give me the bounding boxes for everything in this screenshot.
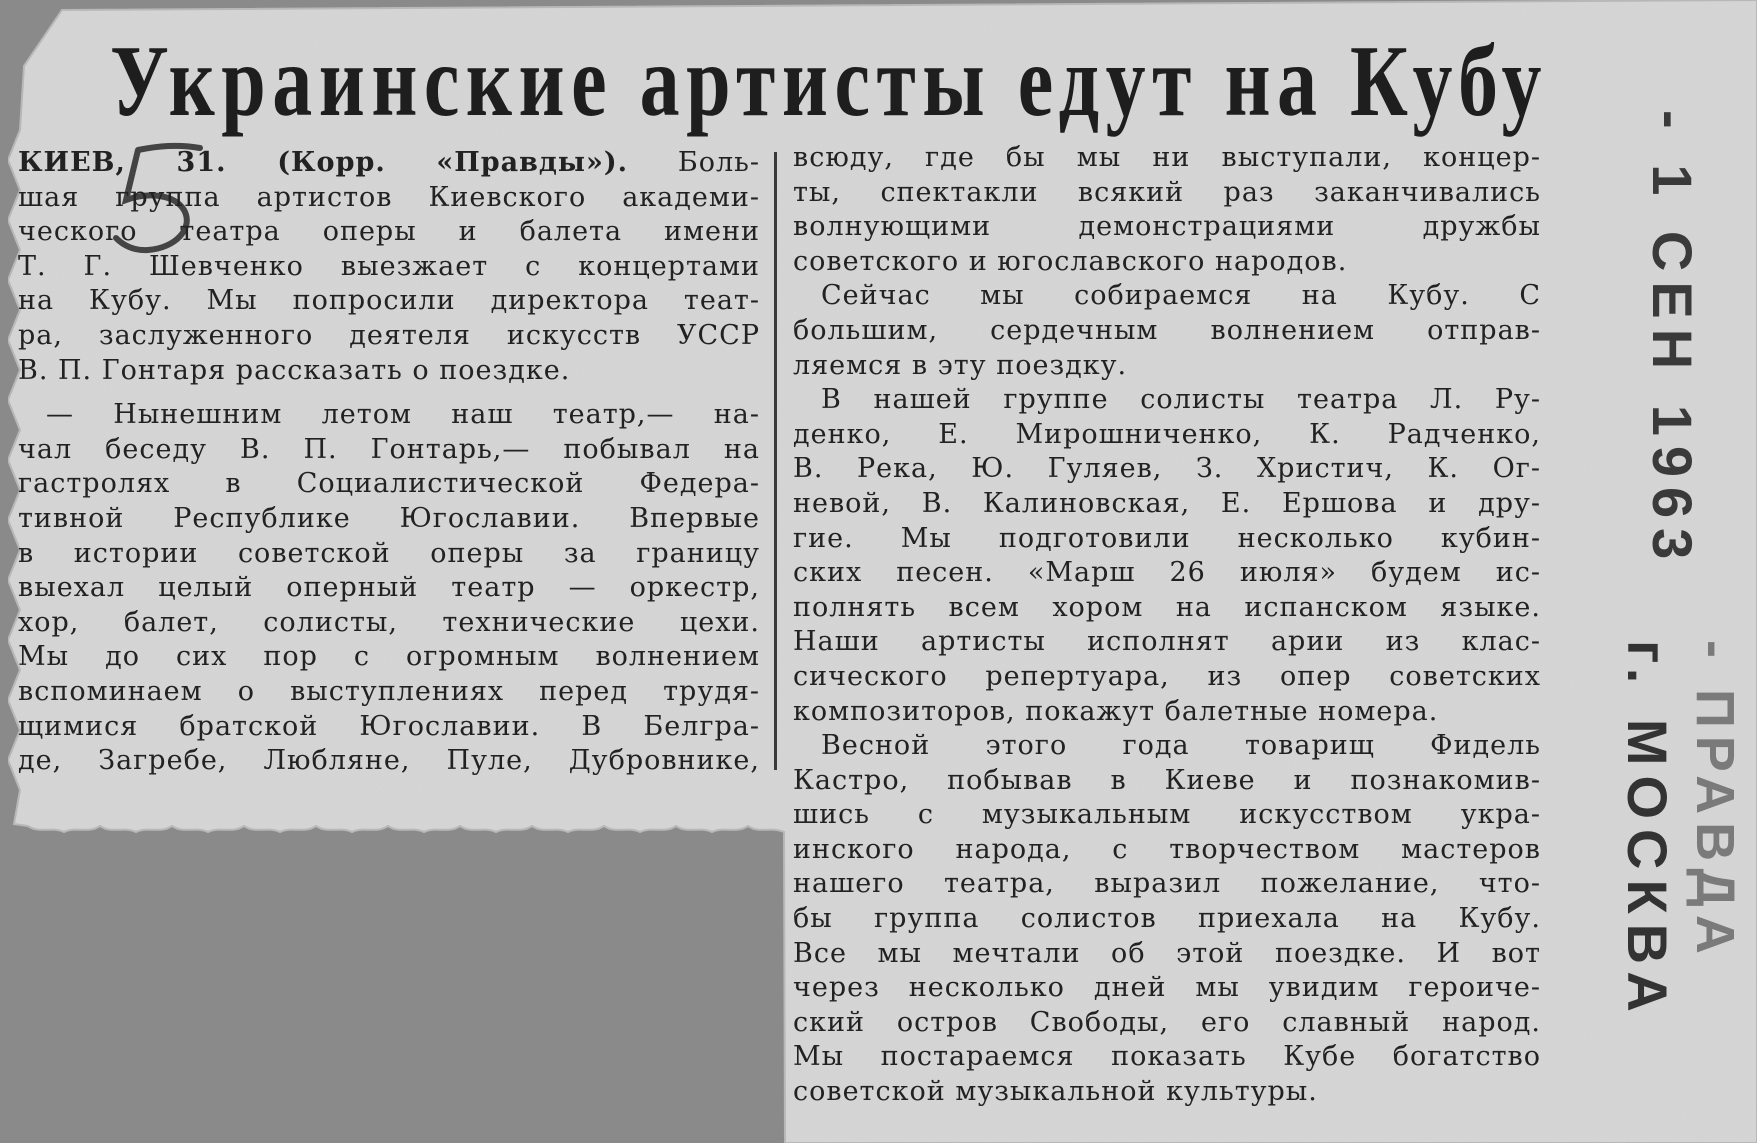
text-line: Весной этого года товарищ Фидель: [821, 730, 1541, 762]
text-line: шая группа артистов Киевского академи-: [18, 181, 760, 213]
text-line: Мы постараемся показать Кубе богатство: [793, 1041, 1541, 1073]
text-line: щимися братской Югославии. В Белгра-: [18, 710, 760, 742]
text-line: шись с музыкальным искусством укра-: [793, 799, 1541, 831]
article-column-left: [18, 146, 760, 779]
archive-stamp-city: г. МОСКВА: [1616, 640, 1679, 1022]
text-line: денко, Е. Мирошниченко, К. Радченко,: [793, 418, 1541, 450]
text-line: советского и югославского народов.: [793, 245, 1348, 277]
text-line: советской музыкальной культуры.: [793, 1076, 1318, 1108]
text-line: нашего театра, выразил пожелание, что-: [793, 868, 1541, 900]
text-line: вспоминаем о выступлениях перед трудя-: [18, 675, 760, 707]
text-line: чал беседу В. П. Гонтарь,— побывал на: [18, 433, 760, 465]
text-line: инского народа, с творчеством мастеров: [793, 833, 1541, 865]
text-line: ляемся в эту поездку.: [793, 349, 1128, 381]
text-line: Кастро, побывав в Киеве и познакомив-: [793, 764, 1541, 796]
archive-stamp-paper: - ПРАВДА: [1685, 640, 1745, 962]
text-line: ский остров Свободы, его славный народ.: [793, 1006, 1541, 1038]
text-line: Сейчас мы собираемся на Кубу. С: [821, 280, 1541, 312]
text-line: композиторов, покажут балетные номера.: [793, 695, 1439, 727]
text-line: Мы до сих пор с огромным волнением: [18, 641, 760, 673]
text-line: Т. Г. Шевченко выезжает с концертами: [18, 250, 760, 282]
text-line: полнять всем хором на испанском языке.: [793, 591, 1541, 623]
text-line: тивной Республике Югославии. Впервые: [18, 502, 760, 534]
article-dateline: КИЕВ, 31. (Корр. «Правды»).: [18, 147, 629, 178]
text-line: ских песен. «Марш 26 июля» будем ис-: [793, 557, 1541, 589]
archive-stamp-date: - 1 СЕН 1963: [1641, 110, 1704, 570]
text-line: бы группа солистов приехала на Кубу.: [793, 903, 1541, 935]
text-line: большим, сердечным волнением отправ-: [793, 314, 1541, 346]
text-line: хор, балет, солисты, технические цехи.: [18, 606, 760, 638]
text-line: — Нынешним летом наш театр,— на-: [46, 399, 760, 431]
text-line: Наши артисты исполнят арии из клас-: [793, 626, 1541, 658]
text-line: ра, заслуженного деятеля искусств УССР: [18, 319, 760, 351]
column-divider: [774, 152, 777, 770]
text-line: В. Река, Ю. Гуляев, З. Христич, К. Ог-: [793, 453, 1541, 485]
text-line: волнующими демонстрациями дружбы: [793, 211, 1541, 243]
text-line: сического репертуара, из опер советских: [793, 660, 1541, 692]
text-line: выехал целый оперный театр — оркестр,: [18, 572, 760, 604]
text-line: В нашей группе солисты театра Л. Ру-: [821, 384, 1541, 416]
text-line: ты, спектакли всякий раз заканчивались: [793, 176, 1541, 208]
text-line: всюду, где бы мы ни выступали, концер-: [793, 142, 1541, 173]
text-line: гие. Мы подготовили несколько кубин-: [793, 522, 1541, 554]
text-line: В. П. Гонтаря рассказать о поездке.: [18, 354, 571, 386]
text-line: де, Загребе, Любляне, Пуле, Дубровнике,: [18, 745, 760, 777]
text-line: на Кубу. Мы попросили директора теат-: [18, 285, 760, 317]
text-line: в истории советской оперы за границу: [18, 537, 760, 569]
text-line: ческого театра оперы и балета имени: [18, 216, 760, 248]
text-line: гастролях в Социалистической Федера-: [18, 468, 760, 500]
article-column-right: [793, 141, 1541, 1110]
text-line: Боль-: [677, 147, 760, 178]
text-line: невой, В. Калиновская, Е. Ершова и дру-: [793, 487, 1541, 519]
text-line: Все мы мечтали об этой поездке. И вот: [793, 937, 1541, 969]
article-headline: Украинские артисты едут на Кубу: [110, 24, 1548, 138]
text-line: через несколько дней мы увидим героиче-: [793, 972, 1541, 1004]
